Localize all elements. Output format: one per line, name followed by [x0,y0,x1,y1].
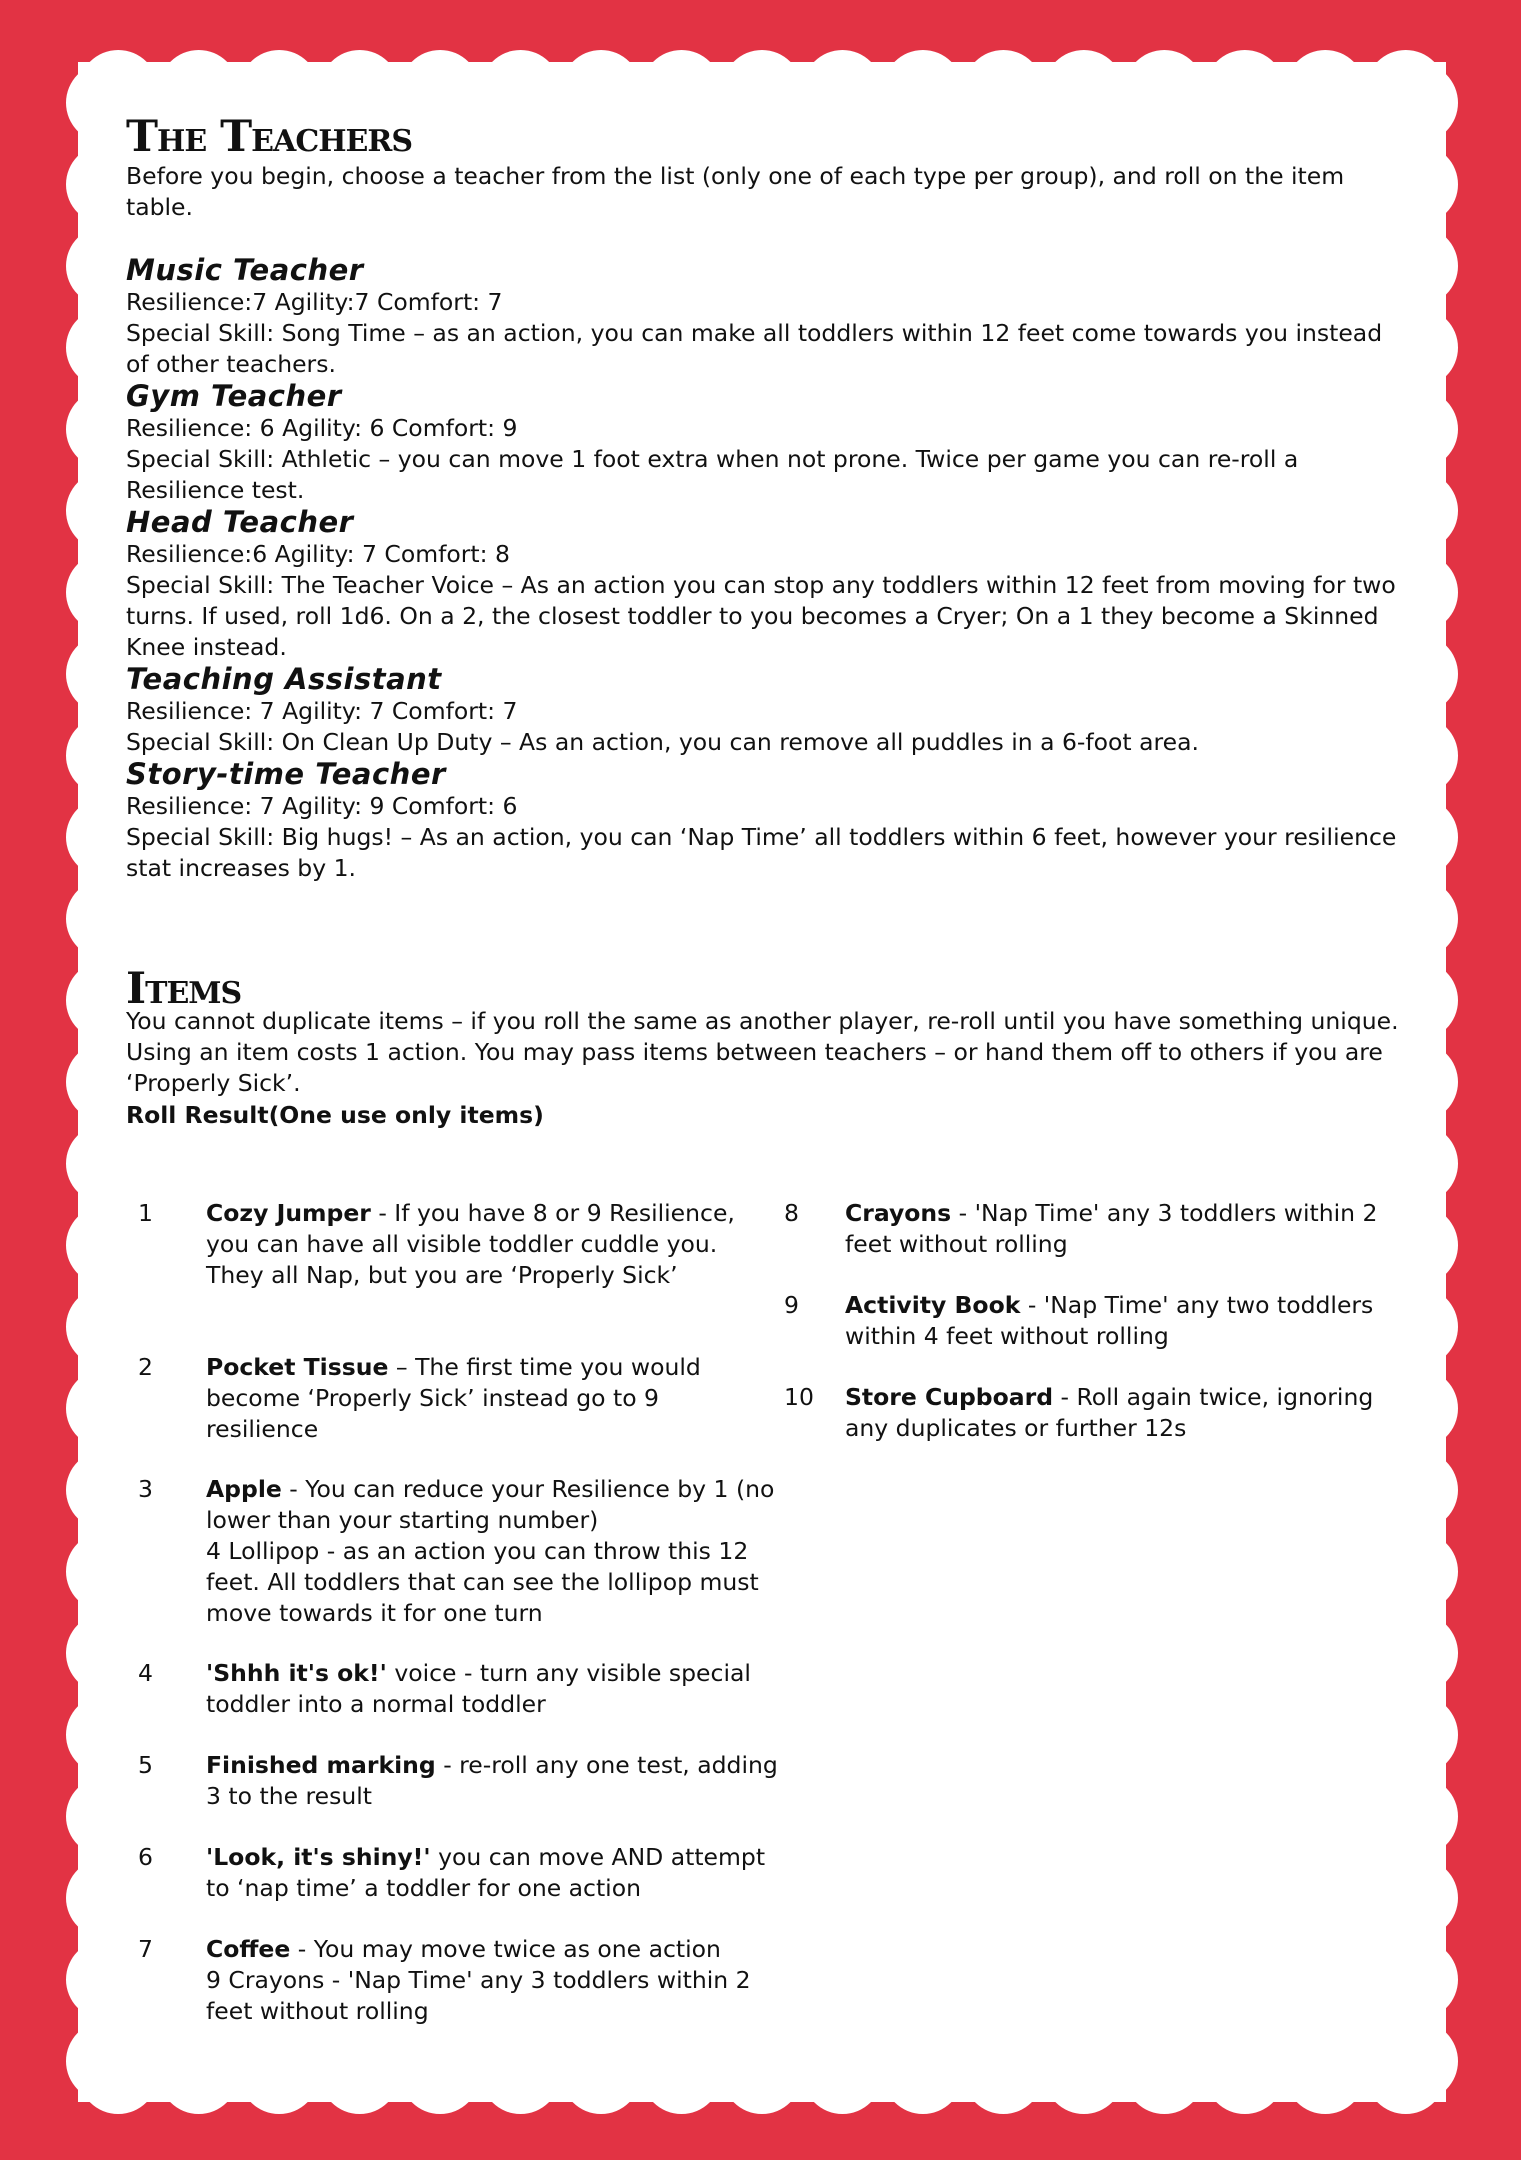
teacher-name: Head Teacher [126,505,354,539]
items-intro: You cannot duplicate items – if you roll the same as another player, re-roll until you have something unique. Using an item costs 1 action. You may pass items between teachers – or hand them off to others if you are ‘Properly Sick’. [126,1007,1399,1097]
item-name: Finished marking [206,1751,436,1779]
teacher-name: Gym Teacher [126,379,342,413]
teacher-stats: Resilience: 6 Agility: 6 Comfort: 9 [126,414,518,442]
item-text: you can move AND attempt to ‘nap time’ a toddler for one action [206,1843,766,1902]
item-name: Apple [206,1475,282,1503]
item-name: Crayons [845,1199,952,1227]
item-text: - 'Nap Time' any 3 toddlers within 2 feet without rolling [845,1199,1378,1258]
item-text: - You may move twice as one action [290,1935,721,1963]
teacher-entry [126,663,1406,758]
item-number: 6 [138,1843,153,1871]
teacher-entry [126,380,1406,506]
teacher-entry [126,506,1406,663]
item-number: 3 [138,1475,153,1503]
teacher-entry [126,758,1406,884]
teacher-stats: Resilience:6 Agility: 7 Comfort: 8 [126,540,510,568]
teacher-skill: Special Skill: The Teacher Voice – As an action you can stop any toddlers within 12 feet from moving for two turns. If used, roll 1d6. On a 2, the closest toddler to you becomes a Cryer; On a 1 they become a Skinned Knee instead. [126,571,1396,661]
teacher-name: Teaching Assistant [126,662,442,696]
item-name: Store Cupboard [845,1383,1054,1411]
item-number: 2 [138,1353,153,1381]
item-text: - Roll again twice, ignoring any duplicates or further 12s [845,1383,1374,1442]
item-extra-text: 9 Crayons - 'Nap Time' any 3 toddlers within 2 feet without rolling [206,1966,751,2025]
teacher-list [126,254,1406,884]
item-name: Activity Book [845,1291,1021,1319]
teacher-name: Story-time Teacher [126,757,446,791]
item-number: 1 [138,1199,153,1227]
teacher-skill: Special Skill: Athletic – you can move 1 foot extra when not prone. Twice per game you can re-roll a Resilience test. [126,445,1299,504]
item-number: 4 [138,1659,153,1687]
item-name: Cozy Jumper [206,1199,371,1227]
item-number: 10 [784,1383,814,1411]
item-extra-text: 4 Lollipop - as an action you can throw this 12 feet. All toddlers that can see the lollipop must move towards it for one turn [206,1537,759,1627]
item-text: voice - turn any visible special toddler into a normal toddler [206,1659,751,1718]
teacher-stats: Resilience: 7 Agility: 9 Comfort: 6 [126,792,518,820]
item-text: - You can reduce your Resilience by 1 (no lower than your starting number) [206,1475,775,1534]
item-text: - 'Nap Time' any two toddlers within 4 feet without rolling [845,1291,1374,1350]
teachers-heading: The Teachers [126,112,413,162]
teacher-skill: Special Skill: Song Time – as an action, you can make all toddlers within 12 feet come towards you instead of other teachers. [126,319,1383,378]
item-name: 'Shhh it's ok!' [206,1659,387,1687]
item-text: - re-roll any one test, adding 3 to the result [206,1751,778,1810]
item-number: 9 [784,1291,799,1319]
teacher-stats: Resilience:7 Agility:7 Comfort: 7 [126,288,503,316]
roll-result-header: Roll Result(One use only items) [126,1101,544,1129]
item-number: 5 [138,1751,153,1779]
item-name: Coffee [206,1935,291,1963]
teacher-name: Music Teacher [126,253,364,287]
item-number: 8 [784,1199,799,1227]
teacher-skill: Special Skill: Big hugs! – As an action, you can ‘Nap Time’ all toddlers within 6 feet, however your resilience stat increases by 1. [126,823,1397,882]
item-name: Pocket Tissue [206,1353,389,1381]
items-heading: Items [126,964,242,1014]
teacher-skill: Special Skill: On Clean Up Duty – As an action, you can remove all puddles in a 6-foot area. [126,728,1199,756]
item-number: 7 [138,1935,153,1963]
teacher-entry [126,254,1406,380]
teacher-stats: Resilience: 7 Agility: 7 Comfort: 7 [126,697,518,725]
teachers-intro: Before you begin, choose a teacher from the list (only one of each type per group), and roll on the item table. [126,162,1345,221]
item-name: 'Look, it's shiny!' [206,1843,431,1871]
item-text: – The first time you would become ‘Properly Sick’ instead go to 9 resilience [206,1353,701,1443]
item-text: - If you have 8 or 9 Resilience, you can have all visible toddler cuddle you. They all Nap, but you are ‘Properly Sick’ [206,1199,735,1289]
